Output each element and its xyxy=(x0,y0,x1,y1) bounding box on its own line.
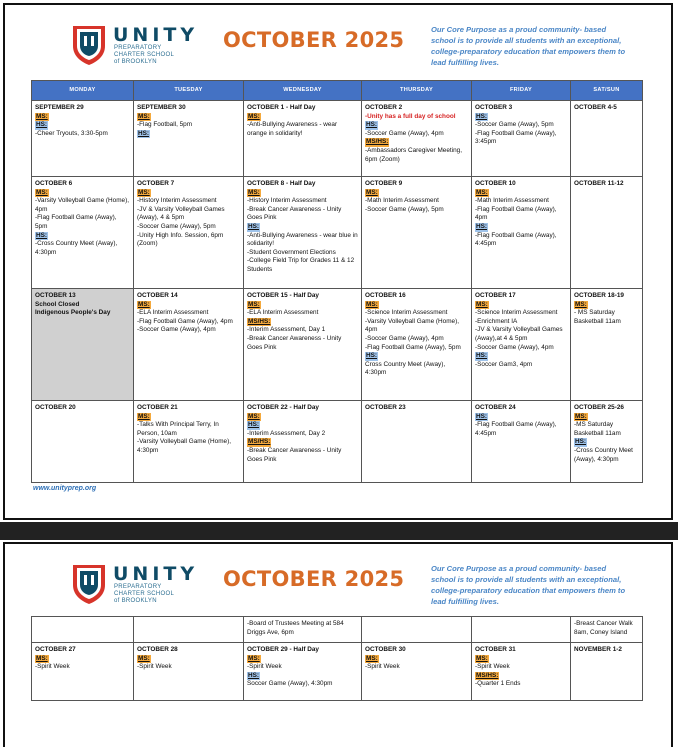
week-row xyxy=(32,289,643,401)
weekday-header-row xyxy=(32,81,643,101)
day-cell xyxy=(472,101,571,177)
ms-label: MS: xyxy=(248,412,260,420)
hs-label: HS: xyxy=(476,352,488,360)
section-label-line xyxy=(574,301,639,310)
core-purpose: Our Core Purpose as a proud community- based school is to provide all students with an exceptional, college-preparatory education that empowers them to lead fulfilling lives. xyxy=(431,25,626,67)
event-line: -Soccer Game (Away), 5pm xyxy=(475,121,554,129)
ms-label: MS: xyxy=(138,112,150,120)
event-line: -MS Saturday Basketball 11am xyxy=(574,421,621,437)
shield-logo-icon xyxy=(71,563,107,605)
day-cell xyxy=(472,643,571,701)
hs-label: HS: xyxy=(248,421,260,429)
mshs-label: MS/HS: xyxy=(476,671,499,679)
day-cell xyxy=(362,617,472,643)
event-line: -History Interim Assessment xyxy=(137,197,217,205)
event-line: -Flag Football Game (Away), 4pm xyxy=(137,317,233,325)
day-cell xyxy=(32,177,134,289)
day-date: OCTOBER 16 xyxy=(365,292,406,299)
day-cell xyxy=(244,177,362,289)
event-line: -Cross Country Meet (Away), 4:30pm xyxy=(574,446,633,463)
event-line: -Flag Football Game (Away), 4:45pm xyxy=(475,421,557,437)
shield-logo-icon xyxy=(71,24,107,66)
day-cell xyxy=(472,177,571,289)
day-date: OCTOBER 27 xyxy=(35,646,76,653)
day-cell xyxy=(362,289,472,401)
day-cell xyxy=(362,643,472,701)
day-cell xyxy=(472,617,571,643)
week-row xyxy=(32,617,643,643)
day-date: OCTOBER 22 - Half Day xyxy=(247,404,319,411)
event-line: -JV & Varsity Volleyball Games (Away), 4 & 5pm xyxy=(137,205,225,222)
hs-label: HS: xyxy=(248,222,260,230)
day-cell xyxy=(244,617,362,643)
section-label-line xyxy=(475,113,567,122)
event-line: -Spirit Week xyxy=(137,663,172,671)
ms-label: MS: xyxy=(36,654,48,662)
event-line: Cross Country Meet (Away), 4:30pm xyxy=(365,360,446,377)
section-label-line xyxy=(247,223,358,232)
section-label-line xyxy=(365,138,468,147)
section-label-line xyxy=(574,413,639,422)
event-line: Soccer Game (Away), 4:30pm xyxy=(247,680,333,688)
ms-label: MS: xyxy=(248,654,260,662)
ms-label: MS: xyxy=(476,300,488,308)
section-label-line xyxy=(247,438,358,447)
day-cell xyxy=(134,401,244,483)
event-line: -Unity has a full day of school xyxy=(365,112,456,120)
section-label-line xyxy=(35,113,130,122)
section-label-line xyxy=(365,189,468,198)
section-label-line xyxy=(35,189,130,198)
section-label-line xyxy=(475,655,567,664)
day-date: OCTOBER 24 xyxy=(475,404,516,411)
event-line: -Math Interim Assessment xyxy=(475,197,549,205)
day-cell xyxy=(32,643,134,701)
day-date: OCTOBER 30 xyxy=(365,646,406,653)
event-line: -History Interim Assessment xyxy=(247,197,327,205)
event-line: -JV & Varsity Volleyball Games (Away),at 4 & 5pm xyxy=(475,326,563,342)
section-label-line xyxy=(475,223,567,232)
event-line: -Soccer Game (Away), 5pm xyxy=(365,205,444,213)
hs-label: HS: xyxy=(476,112,488,120)
mshs-label: MS/HS: xyxy=(248,317,271,325)
website-link[interactable]: www.unityprep.org xyxy=(33,485,97,492)
core-purpose: Our Core Purpose as a proud community- based school is to provide all students with an exceptional, college-preparatory education that empowers them to lead fulfilling lives. xyxy=(431,564,626,606)
event-line: -Enrichment IA xyxy=(475,317,518,325)
hs-label: HS: xyxy=(476,222,488,230)
day-cell xyxy=(472,401,571,483)
day-cell xyxy=(571,101,643,177)
event-line: -Spirit Week xyxy=(35,663,70,671)
event-line: -Spirit Week xyxy=(365,663,400,671)
week-row xyxy=(32,177,643,289)
day-date: OCTOBER 7 xyxy=(137,180,175,187)
event-line: -ELA Interim Assessment xyxy=(247,309,319,317)
event-line: -Flag Football Game (Away), 4:45pm xyxy=(475,231,557,248)
calendar-table-continued xyxy=(31,616,643,701)
day-date: OCTOBER 18-19 xyxy=(574,292,624,299)
month-title: OCTOBER 2025 xyxy=(223,28,405,52)
day-cell xyxy=(134,177,244,289)
calendar-page-2 xyxy=(3,542,673,747)
day-date: OCTOBER 31 xyxy=(475,646,516,653)
day-date: OCTOBER 9 xyxy=(365,180,403,187)
day-date: OCTOBER 17 xyxy=(475,292,516,299)
section-label-line xyxy=(475,301,567,310)
section-label-line xyxy=(365,301,468,310)
section-label-line xyxy=(247,189,358,198)
event-line: -Break Cancer Awareness - Unity Goes Pink xyxy=(247,205,342,222)
event-line: -Anti-Bullying Awareness - wear orange in solidarity! xyxy=(247,121,338,137)
day-date: OCTOBER 4-5 xyxy=(574,104,617,111)
event-line: -Board of Trustees Meeting at 584 Driggs Ave, 6pm xyxy=(247,620,344,636)
section-label-line xyxy=(247,672,358,681)
ms-label: MS: xyxy=(476,654,488,662)
day-header: FRIDAY xyxy=(472,81,571,101)
day-date: OCTOBER 3 xyxy=(475,104,513,111)
day-date: SEPTEMBER 29 xyxy=(35,104,84,111)
event-line: -Flag Football Game (Away), 5pm xyxy=(365,343,461,351)
day-cell xyxy=(244,401,362,483)
day-cell xyxy=(32,401,134,483)
day-cell xyxy=(362,401,472,483)
day-cell xyxy=(571,289,643,401)
event-line: -Flag Football Game (Away), 3:45pm xyxy=(475,129,557,146)
event-line: -Soccer Game (Away), 4pm xyxy=(475,343,554,351)
day-header: MONDAY xyxy=(32,81,134,101)
ms-label: MS: xyxy=(36,188,48,196)
day-header: TUESDAY xyxy=(134,81,244,101)
ms-label: MS: xyxy=(248,188,260,196)
ms-label: MS: xyxy=(476,188,488,196)
day-cell xyxy=(32,617,134,643)
month-title: OCTOBER 2025 xyxy=(223,567,405,591)
event-line: - MS Saturday Basketball 11am xyxy=(574,309,621,325)
logo-word: UNITY xyxy=(113,24,199,46)
section-label-line xyxy=(247,413,358,422)
day-date: SEPTEMBER 30 xyxy=(137,104,186,111)
section-label-line xyxy=(475,672,567,681)
event-line: -Break Cancer Awareness - Unity Goes Pink xyxy=(247,334,342,351)
section-label-line xyxy=(247,655,358,664)
day-cell xyxy=(134,101,244,177)
day-cell xyxy=(571,401,643,483)
event-line: -Soccer Gam3, 4pm xyxy=(475,360,533,368)
day-cell xyxy=(362,177,472,289)
week-row xyxy=(32,101,643,177)
logo-word: UNITY xyxy=(113,563,199,585)
hs-label: HS: xyxy=(36,231,48,239)
day-date: OCTOBER 29 - Half Day xyxy=(247,646,319,653)
event-line: -Soccer Game (Away), 5pm xyxy=(137,222,216,230)
day-cell xyxy=(244,101,362,177)
calendar-page-1 xyxy=(3,3,673,520)
day-cell xyxy=(362,101,472,177)
mshs-label: MS/HS: xyxy=(366,138,389,146)
event-line: -Math Interim Assessment xyxy=(365,197,439,205)
hs-label: HS: xyxy=(575,438,587,446)
event-line: -Quarter 1 Ends xyxy=(475,680,521,688)
day-date: OCTOBER 23 xyxy=(365,404,406,411)
event-line: -Soccer Game (Away), 4pm xyxy=(365,334,444,342)
section-label-line xyxy=(475,352,567,361)
section-label-line xyxy=(35,121,130,130)
section-label-line xyxy=(365,655,468,664)
section-label-line xyxy=(247,421,358,430)
ms-label: MS: xyxy=(575,300,587,308)
event-line: -Unity High Info. Session, 6pm (Zoom) xyxy=(137,231,224,248)
section-label-line xyxy=(574,438,639,447)
mshs-label: MS/HS: xyxy=(248,438,271,446)
event-line: -Spirit Week xyxy=(247,663,282,671)
week-row xyxy=(32,643,643,701)
event-line: -Cheer Tryouts, 3:30-5pm xyxy=(35,129,108,137)
logo-subtitle: PREPARATORY CHARTER SCHOOL of BROOKLYN xyxy=(114,45,175,65)
event-line: School Closed xyxy=(35,300,80,308)
day-cell xyxy=(244,643,362,701)
day-cell xyxy=(472,289,571,401)
event-line: -Varsity Volleyball Game (Home), 4pm xyxy=(35,197,129,213)
event-line: -Flag Football, 5pm xyxy=(137,121,193,129)
day-date: OCTOBER 25-26 xyxy=(574,404,624,411)
ms-label: MS: xyxy=(248,112,260,120)
event-line: -Talks With Principal Terry, In Person, 10am xyxy=(137,421,219,437)
day-cell xyxy=(244,289,362,401)
event-line: -Soccer Game (Away), 4pm xyxy=(365,129,444,137)
section-label-line xyxy=(35,655,130,664)
section-label-line xyxy=(475,189,567,198)
section-label-line xyxy=(35,232,130,241)
ms-label: MS: xyxy=(138,300,150,308)
ms-label: MS: xyxy=(138,412,150,420)
event-line: -Flag Football Game (Away), 5pm xyxy=(35,214,117,230)
hs-label: HS: xyxy=(366,121,378,129)
day-date: OCTOBER 15 - Half Day xyxy=(247,292,319,299)
section-label-line xyxy=(137,301,240,310)
ms-label: MS: xyxy=(138,188,150,196)
hs-label: HS: xyxy=(476,412,488,420)
hs-label: HS: xyxy=(366,352,378,360)
hs-label: HS: xyxy=(138,129,150,137)
event-line: -Science Interim Assessment xyxy=(475,309,558,317)
section-label-line xyxy=(247,113,358,122)
day-date: OCTOBER 20 xyxy=(35,404,76,411)
ms-label: MS: xyxy=(366,300,378,308)
day-date: OCTOBER 11-12 xyxy=(574,180,624,187)
week-row xyxy=(32,401,643,483)
event-line: -Interim Assessment, Day 1 xyxy=(247,326,326,334)
event-line: -ELA Interim Assessment xyxy=(137,309,209,317)
section-label-line xyxy=(365,121,468,130)
event-line: -Varsity Volleyball Game (Home), 4:30pm xyxy=(137,438,231,454)
event-line: -Science Interim Assessment xyxy=(365,309,448,317)
event-line: -Break Cancer Awareness - Unity Goes Pink xyxy=(247,446,342,463)
event-line: -Soccer Game (Away), 4pm xyxy=(137,326,216,334)
logo-subtitle: PREPARATORY CHARTER SCHOOL of BROOKLYN xyxy=(114,584,175,604)
day-date: NOVEMBER 1-2 xyxy=(574,646,622,653)
day-date: OCTOBER 28 xyxy=(137,646,178,653)
event-line: -Student Government Elections xyxy=(247,248,336,256)
ms-label: MS: xyxy=(575,412,587,420)
day-header: SAT/SUN xyxy=(571,81,643,101)
event-line: -Anti-Bullying Awareness - wear blue in solidarity! xyxy=(247,231,358,248)
event-line: -College Field Trip for Grades 11 & 12 Students xyxy=(247,257,355,273)
section-label-line xyxy=(365,352,468,361)
hs-label: HS: xyxy=(248,671,260,679)
day-cell xyxy=(32,101,134,177)
day-date: OCTOBER 6 xyxy=(35,180,73,187)
event-line: Indigenous People's Day xyxy=(35,309,111,317)
calendar-table xyxy=(31,80,643,483)
section-label-line xyxy=(247,301,358,310)
event-line: -Spirit Week xyxy=(475,663,510,671)
day-cell xyxy=(571,643,643,701)
ms-label: MS: xyxy=(366,654,378,662)
day-date: OCTOBER 1 - Half Day xyxy=(247,104,316,111)
day-cell xyxy=(134,617,244,643)
ms-label: MS: xyxy=(36,112,48,120)
event-line: -Breast Cancer Walk 8am, Coney Island xyxy=(574,620,633,636)
day-header: THURSDAY xyxy=(362,81,472,101)
school-logo xyxy=(71,563,206,611)
section-label-line xyxy=(137,113,240,122)
hs-label: HS: xyxy=(36,121,48,129)
day-date: OCTOBER 13 xyxy=(35,292,76,299)
page-divider xyxy=(0,522,678,540)
ms-label: MS: xyxy=(138,654,150,662)
day-date: OCTOBER 2 xyxy=(365,104,403,111)
section-label-line xyxy=(247,318,358,327)
day-cell xyxy=(134,289,244,401)
day-date: OCTOBER 14 xyxy=(137,292,178,299)
day-cell xyxy=(134,643,244,701)
day-date: OCTOBER 21 xyxy=(137,404,178,411)
section-label-line xyxy=(137,189,240,198)
day-header: WEDNESDAY xyxy=(244,81,362,101)
event-line: -Varsity Volleyball Game (Home), 4pm xyxy=(365,317,459,334)
section-label-line xyxy=(137,655,240,664)
event-line: -Ambassadors Caregiver Meeting, 6pm (Zoom) xyxy=(365,146,462,163)
day-date: OCTOBER 10 xyxy=(475,180,516,187)
event-line: -Cross Country Meet (Away), 4:30pm xyxy=(35,240,118,256)
day-cell xyxy=(571,177,643,289)
event-line: -Flag Football Game (Away), 4pm xyxy=(475,205,557,222)
ms-label: MS: xyxy=(366,188,378,196)
school-logo xyxy=(71,24,206,72)
section-label-line xyxy=(137,130,240,139)
section-label-line xyxy=(137,413,240,422)
day-cell xyxy=(32,289,134,401)
event-line: -Interim Assessment, Day 2 xyxy=(247,429,326,437)
day-date: OCTOBER 8 - Half Day xyxy=(247,180,316,187)
day-cell xyxy=(571,617,643,643)
section-label-line xyxy=(475,413,567,422)
ms-label: MS: xyxy=(248,300,260,308)
